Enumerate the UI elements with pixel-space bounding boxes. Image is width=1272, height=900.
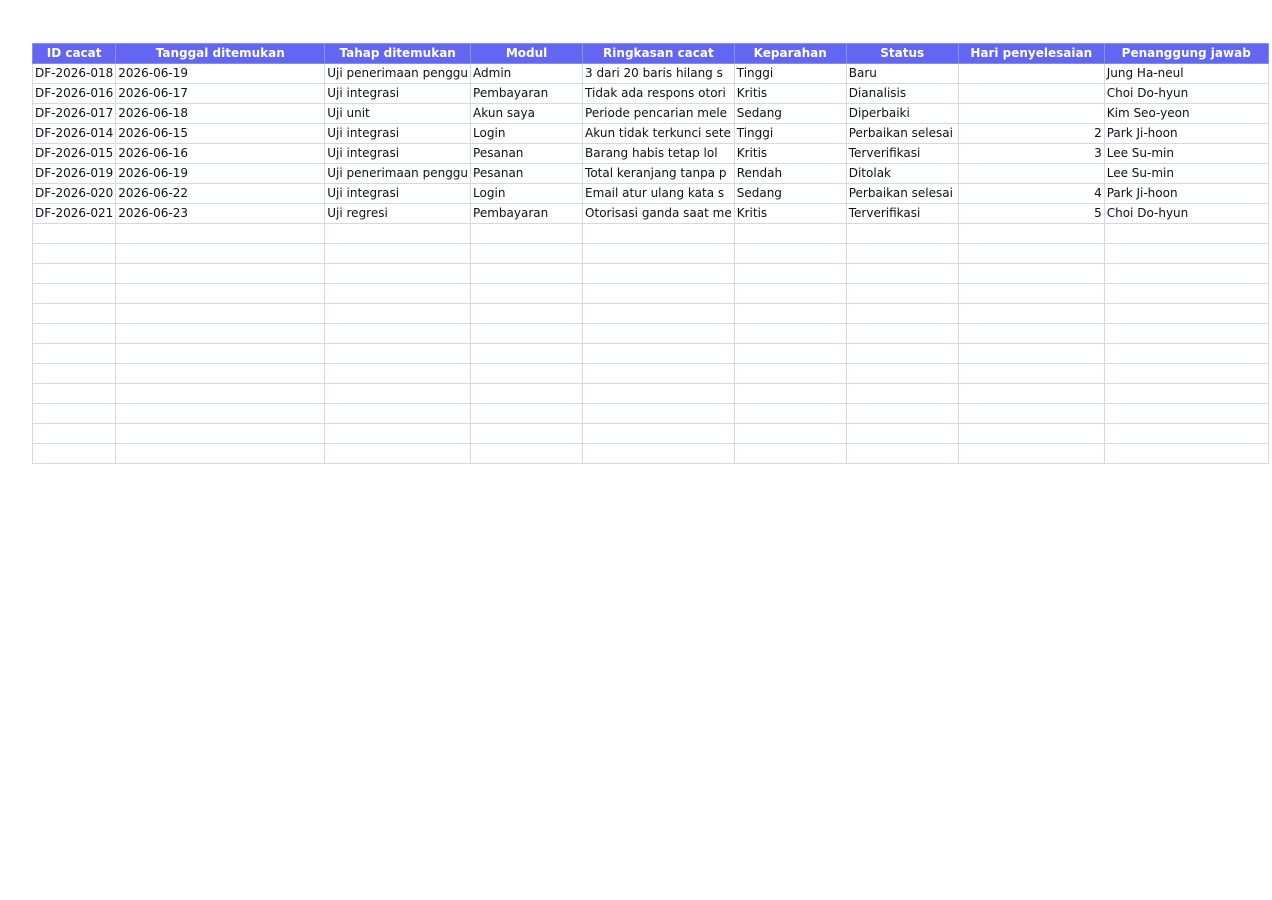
cell-stage[interactable]: Uji integrasi bbox=[325, 84, 471, 104]
empty-cell[interactable] bbox=[583, 224, 735, 244]
empty-cell[interactable] bbox=[325, 244, 471, 264]
cell-module[interactable]: Pesanan bbox=[471, 144, 583, 164]
cell-date[interactable]: 2026-06-17 bbox=[116, 84, 325, 104]
empty-row bbox=[33, 424, 1269, 444]
cell-summary[interactable]: Email atur ulang kata s bbox=[583, 184, 735, 204]
empty-cell[interactable] bbox=[958, 304, 1104, 324]
empty-cell[interactable] bbox=[325, 444, 471, 464]
empty-cell[interactable] bbox=[116, 284, 325, 304]
cell-status[interactable]: Diperbaiki bbox=[846, 104, 958, 124]
empty-cell[interactable] bbox=[583, 284, 735, 304]
cell-severity[interactable]: Tinggi bbox=[734, 124, 846, 144]
empty-cell[interactable] bbox=[734, 324, 846, 344]
empty-cell[interactable] bbox=[583, 404, 735, 424]
empty-cell[interactable] bbox=[734, 364, 846, 384]
cell-severity[interactable]: Sedang bbox=[734, 184, 846, 204]
empty-cell[interactable] bbox=[583, 244, 735, 264]
empty-cell[interactable] bbox=[471, 284, 583, 304]
empty-row bbox=[33, 264, 1269, 284]
cell-summary[interactable]: Barang habis tetap lol bbox=[583, 144, 735, 164]
empty-cell[interactable] bbox=[846, 264, 958, 284]
cell-module[interactable]: Admin bbox=[471, 64, 583, 84]
empty-cell[interactable] bbox=[116, 364, 325, 384]
empty-cell[interactable] bbox=[1104, 264, 1268, 284]
empty-cell[interactable] bbox=[846, 344, 958, 364]
empty-cell[interactable] bbox=[958, 404, 1104, 424]
empty-cell[interactable] bbox=[1104, 404, 1268, 424]
cell-stage[interactable]: Uji regresi bbox=[325, 204, 471, 224]
cell-status[interactable]: Perbaikan selesai bbox=[846, 184, 958, 204]
cell-stage[interactable]: Uji penerimaan penggu bbox=[325, 64, 471, 84]
empty-cell[interactable] bbox=[116, 264, 325, 284]
cell-module[interactable]: Login bbox=[471, 184, 583, 204]
empty-cell[interactable] bbox=[734, 264, 846, 284]
cell-severity[interactable]: Kritis bbox=[734, 204, 846, 224]
empty-cell[interactable] bbox=[33, 364, 116, 384]
empty-cell[interactable] bbox=[33, 264, 116, 284]
cell-stage[interactable]: Uji integrasi bbox=[325, 144, 471, 164]
cell-id[interactable]: DF-2026-019 bbox=[33, 164, 116, 184]
cell-owner[interactable]: Lee Su-min bbox=[1104, 164, 1268, 184]
empty-cell[interactable] bbox=[325, 324, 471, 344]
cell-module[interactable]: Pesanan bbox=[471, 164, 583, 184]
empty-cell[interactable] bbox=[1104, 304, 1268, 324]
cell-stage[interactable]: Uji penerimaan penggu bbox=[325, 164, 471, 184]
empty-cell[interactable] bbox=[734, 444, 846, 464]
empty-cell[interactable] bbox=[33, 384, 116, 404]
empty-cell[interactable] bbox=[325, 404, 471, 424]
cell-summary[interactable]: Total keranjang tanpa p bbox=[583, 164, 735, 184]
table-row bbox=[33, 84, 1269, 104]
empty-cell[interactable] bbox=[958, 424, 1104, 444]
cell-id[interactable]: DF-2026-020 bbox=[33, 184, 116, 204]
empty-cell[interactable] bbox=[471, 364, 583, 384]
cell-status[interactable]: Dianalisis bbox=[846, 84, 958, 104]
header-penanggung-jawab[interactable]: Penanggung jawab bbox=[1104, 44, 1268, 64]
empty-cell[interactable] bbox=[1104, 344, 1268, 364]
empty-cell[interactable] bbox=[846, 304, 958, 324]
empty-cell[interactable] bbox=[1104, 384, 1268, 404]
table-row bbox=[33, 144, 1269, 164]
cell-status[interactable]: Perbaikan selesai bbox=[846, 124, 958, 144]
empty-cell[interactable] bbox=[583, 304, 735, 324]
empty-cell[interactable] bbox=[1104, 424, 1268, 444]
empty-row bbox=[33, 324, 1269, 344]
table-row bbox=[33, 184, 1269, 204]
table-row bbox=[33, 164, 1269, 184]
cell-owner[interactable]: Park Ji-hoon bbox=[1104, 124, 1268, 144]
cell-owner[interactable]: Kim Seo-yeon bbox=[1104, 104, 1268, 124]
cell-status[interactable]: Terverifikasi bbox=[846, 144, 958, 164]
empty-cell[interactable] bbox=[1104, 324, 1268, 344]
empty-cell[interactable] bbox=[583, 264, 735, 284]
cell-date[interactable]: 2026-06-16 bbox=[116, 144, 325, 164]
empty-cell[interactable] bbox=[471, 384, 583, 404]
cell-id[interactable]: DF-2026-015 bbox=[33, 144, 116, 164]
cell-summary[interactable]: Akun tidak terkunci sete bbox=[583, 124, 735, 144]
empty-cell[interactable] bbox=[583, 364, 735, 384]
empty-cell[interactable] bbox=[471, 304, 583, 324]
cell-module[interactable]: Pembayaran bbox=[471, 204, 583, 224]
empty-cell[interactable] bbox=[325, 364, 471, 384]
cell-stage[interactable]: Uji integrasi bbox=[325, 124, 471, 144]
header-keparahan[interactable]: Keparahan bbox=[734, 44, 846, 64]
cell-date[interactable]: 2026-06-18 bbox=[116, 104, 325, 124]
empty-cell[interactable] bbox=[846, 404, 958, 424]
cell-summary[interactable]: Periode pencarian mele bbox=[583, 104, 735, 124]
cell-module[interactable]: Login bbox=[471, 124, 583, 144]
empty-cell[interactable] bbox=[325, 284, 471, 304]
empty-cell[interactable] bbox=[325, 304, 471, 324]
empty-cell[interactable] bbox=[734, 224, 846, 244]
header-status[interactable]: Status bbox=[846, 44, 958, 64]
empty-cell[interactable] bbox=[116, 404, 325, 424]
empty-cell[interactable] bbox=[33, 224, 116, 244]
empty-cell[interactable] bbox=[116, 424, 325, 444]
empty-cell[interactable] bbox=[1104, 224, 1268, 244]
empty-row bbox=[33, 304, 1269, 324]
empty-cell[interactable] bbox=[958, 364, 1104, 384]
table-row bbox=[33, 104, 1269, 124]
empty-row bbox=[33, 344, 1269, 364]
empty-cell[interactable] bbox=[846, 364, 958, 384]
cell-days[interactable] bbox=[958, 104, 1104, 124]
cell-id[interactable]: DF-2026-016 bbox=[33, 84, 116, 104]
cell-severity[interactable]: Sedang bbox=[734, 104, 846, 124]
empty-cell[interactable] bbox=[33, 444, 116, 464]
empty-cell[interactable] bbox=[583, 424, 735, 444]
cell-severity[interactable]: Kritis bbox=[734, 144, 846, 164]
empty-row bbox=[33, 284, 1269, 304]
cell-days[interactable]: 5 bbox=[958, 204, 1104, 224]
cell-severity[interactable]: Kritis bbox=[734, 84, 846, 104]
header-ringkasan-cacat[interactable]: Ringkasan cacat bbox=[583, 44, 735, 64]
empty-cell[interactable] bbox=[958, 284, 1104, 304]
empty-cell[interactable] bbox=[116, 304, 325, 324]
cell-owner[interactable]: Choi Do-hyun bbox=[1104, 84, 1268, 104]
cell-id[interactable]: DF-2026-018 bbox=[33, 64, 116, 84]
empty-cell[interactable] bbox=[958, 324, 1104, 344]
empty-cell[interactable] bbox=[325, 424, 471, 444]
empty-cell[interactable] bbox=[958, 444, 1104, 464]
empty-cell[interactable] bbox=[734, 384, 846, 404]
cell-severity[interactable]: Rendah bbox=[734, 164, 846, 184]
empty-cell[interactable] bbox=[33, 424, 116, 444]
empty-cell[interactable] bbox=[734, 284, 846, 304]
empty-cell[interactable] bbox=[1104, 284, 1268, 304]
empty-cell[interactable] bbox=[116, 224, 325, 244]
empty-cell[interactable] bbox=[33, 344, 116, 364]
cell-days[interactable]: 3 bbox=[958, 144, 1104, 164]
empty-cell[interactable] bbox=[33, 304, 116, 324]
empty-cell[interactable] bbox=[583, 324, 735, 344]
cell-days[interactable] bbox=[958, 164, 1104, 184]
empty-cell[interactable] bbox=[846, 424, 958, 444]
empty-row bbox=[33, 224, 1269, 244]
empty-cell[interactable] bbox=[471, 404, 583, 424]
empty-cell[interactable] bbox=[116, 244, 325, 264]
header-modul[interactable]: Modul bbox=[471, 44, 583, 64]
table-row bbox=[33, 64, 1269, 84]
defect-table bbox=[32, 43, 1269, 464]
table-row bbox=[33, 204, 1269, 224]
empty-cell[interactable] bbox=[471, 324, 583, 344]
cell-date[interactable]: 2026-06-23 bbox=[116, 204, 325, 224]
cell-owner[interactable]: Jung Ha-neul bbox=[1104, 64, 1268, 84]
empty-cell[interactable] bbox=[116, 444, 325, 464]
empty-cell[interactable] bbox=[846, 284, 958, 304]
empty-cell[interactable] bbox=[471, 224, 583, 244]
empty-cell[interactable] bbox=[958, 264, 1104, 284]
cell-owner[interactable]: Park Ji-hoon bbox=[1104, 184, 1268, 204]
empty-cell[interactable] bbox=[1104, 244, 1268, 264]
empty-cell[interactable] bbox=[846, 244, 958, 264]
cell-days[interactable] bbox=[958, 64, 1104, 84]
cell-status[interactable]: Ditolak bbox=[846, 164, 958, 184]
header-row bbox=[33, 44, 1269, 64]
empty-cell[interactable] bbox=[325, 224, 471, 244]
empty-cell[interactable] bbox=[325, 264, 471, 284]
empty-cell[interactable] bbox=[471, 244, 583, 264]
empty-cell[interactable] bbox=[958, 244, 1104, 264]
empty-cell[interactable] bbox=[33, 324, 116, 344]
cell-date[interactable]: 2026-06-19 bbox=[116, 164, 325, 184]
empty-cell[interactable] bbox=[846, 444, 958, 464]
empty-cell[interactable] bbox=[734, 244, 846, 264]
empty-row bbox=[33, 404, 1269, 424]
empty-cell[interactable] bbox=[471, 424, 583, 444]
table-row bbox=[33, 124, 1269, 144]
empty-cell[interactable] bbox=[846, 384, 958, 404]
empty-cell[interactable] bbox=[471, 344, 583, 364]
empty-row bbox=[33, 364, 1269, 384]
cell-status[interactable]: Terverifikasi bbox=[846, 204, 958, 224]
cell-date[interactable]: 2026-06-19 bbox=[116, 64, 325, 84]
empty-cell[interactable] bbox=[958, 384, 1104, 404]
cell-id[interactable]: DF-2026-017 bbox=[33, 104, 116, 124]
empty-cell[interactable] bbox=[734, 344, 846, 364]
empty-cell[interactable] bbox=[1104, 444, 1268, 464]
cell-module[interactable]: Pembayaran bbox=[471, 84, 583, 104]
empty-cell[interactable] bbox=[734, 404, 846, 424]
cell-summary[interactable]: Otorisasi ganda saat me bbox=[583, 204, 735, 224]
empty-cell[interactable] bbox=[116, 324, 325, 344]
cell-owner[interactable]: Lee Su-min bbox=[1104, 144, 1268, 164]
cell-stage[interactable]: Uji unit bbox=[325, 104, 471, 124]
cell-severity[interactable]: Tinggi bbox=[734, 64, 846, 84]
empty-cell[interactable] bbox=[958, 344, 1104, 364]
empty-cell[interactable] bbox=[33, 244, 116, 264]
empty-cell[interactable] bbox=[116, 384, 325, 404]
empty-cell[interactable] bbox=[325, 344, 471, 364]
cell-id[interactable]: DF-2026-014 bbox=[33, 124, 116, 144]
empty-cell[interactable] bbox=[325, 384, 471, 404]
empty-cell[interactable] bbox=[583, 444, 735, 464]
empty-cell[interactable] bbox=[846, 324, 958, 344]
empty-cell[interactable] bbox=[583, 384, 735, 404]
header-id-cacat[interactable]: ID cacat bbox=[33, 44, 116, 64]
header-hari-penyelesaian[interactable]: Hari penyelesaian bbox=[958, 44, 1104, 64]
cell-stage[interactable]: Uji integrasi bbox=[325, 184, 471, 204]
empty-row bbox=[33, 384, 1269, 404]
empty-cell[interactable] bbox=[471, 264, 583, 284]
empty-cell[interactable] bbox=[33, 404, 116, 424]
cell-days[interactable]: 4 bbox=[958, 184, 1104, 204]
empty-cell[interactable] bbox=[1104, 364, 1268, 384]
empty-cell[interactable] bbox=[846, 224, 958, 244]
empty-cell[interactable] bbox=[583, 344, 735, 364]
empty-cell[interactable] bbox=[958, 224, 1104, 244]
header-tahap-ditemukan[interactable]: Tahap ditemukan bbox=[325, 44, 471, 64]
empty-cell[interactable] bbox=[33, 284, 116, 304]
empty-cell[interactable] bbox=[471, 444, 583, 464]
cell-days[interactable] bbox=[958, 84, 1104, 104]
cell-id[interactable]: DF-2026-021 bbox=[33, 204, 116, 224]
cell-date[interactable]: 2026-06-15 bbox=[116, 124, 325, 144]
cell-days[interactable]: 2 bbox=[958, 124, 1104, 144]
empty-row bbox=[33, 444, 1269, 464]
empty-cell[interactable] bbox=[116, 344, 325, 364]
empty-cell[interactable] bbox=[734, 424, 846, 444]
cell-date[interactable]: 2026-06-22 bbox=[116, 184, 325, 204]
cell-module[interactable]: Akun saya bbox=[471, 104, 583, 124]
cell-summary[interactable]: Tidak ada respons otori bbox=[583, 84, 735, 104]
header-tanggal-ditemukan[interactable]: Tanggal ditemukan bbox=[116, 44, 325, 64]
cell-status[interactable]: Baru bbox=[846, 64, 958, 84]
empty-cell[interactable] bbox=[734, 304, 846, 324]
cell-summary[interactable]: 3 dari 20 baris hilang s bbox=[583, 64, 735, 84]
cell-owner[interactable]: Choi Do-hyun bbox=[1104, 204, 1268, 224]
empty-row bbox=[33, 244, 1269, 264]
